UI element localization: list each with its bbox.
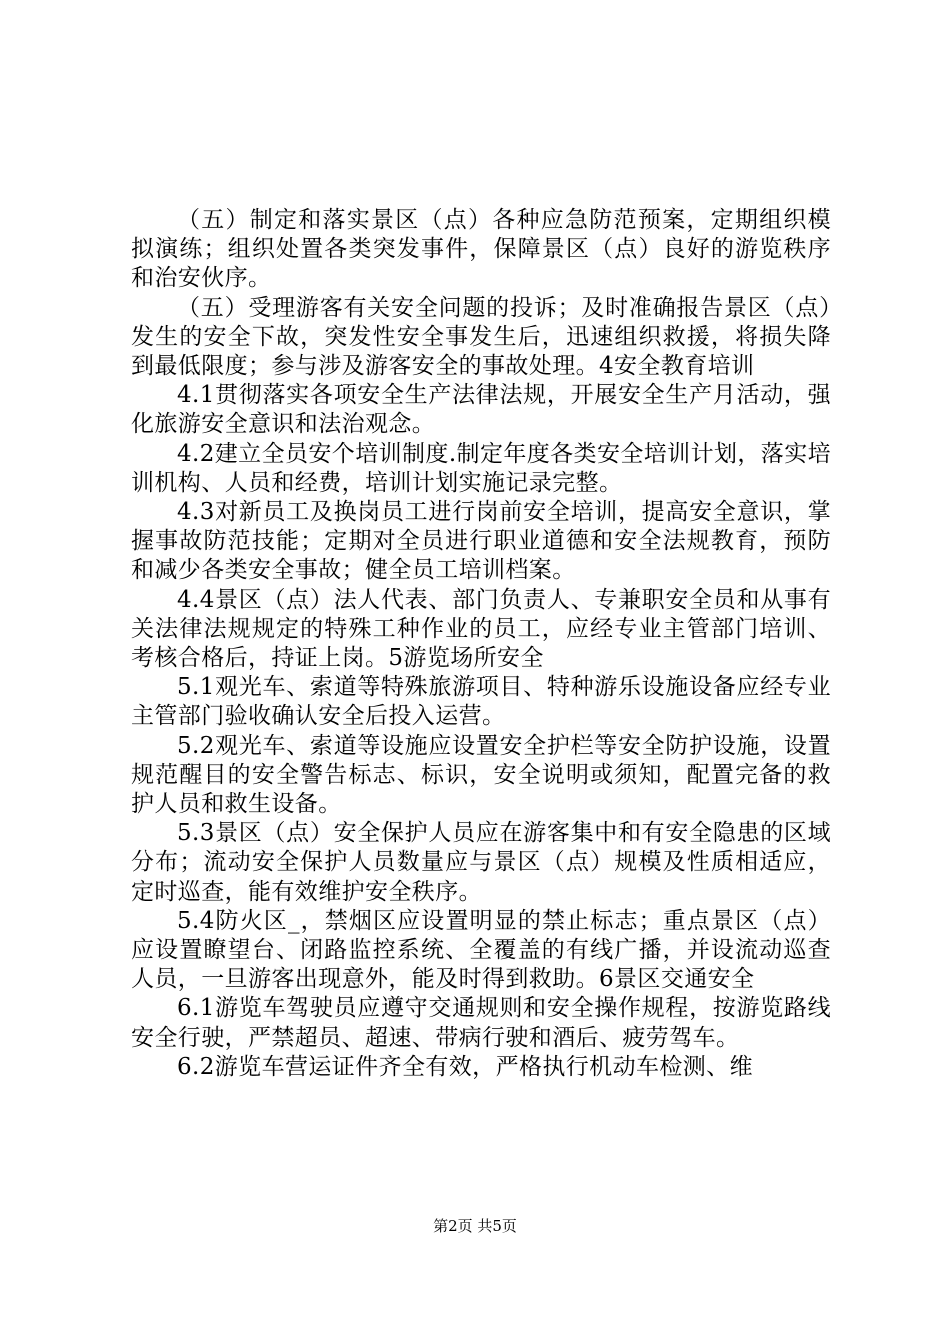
paragraph: 6.1游览车驾驶员应遵守交通规则和安全操作规程，按游览路线安全行驶，严禁超员、超速、带病行驶和酒后、疲劳驾车。	[131, 995, 831, 1051]
document-body	[131, 206, 831, 1082]
paragraph: 5.1观光车、索道等特殊旅游项目、特种游乐设施设备应经专业主管部门验收确认安全后投入运营。	[131, 674, 831, 730]
paragraph: 5.3景区（点）安全保护人员应在游客集中和有安全隐患的区域分布；流动安全保护人员数量应与景区（点）规模及性质相适应，定时巡查，能有效维护安全秩序。	[131, 820, 831, 905]
paragraph: 4.2建立全员安个培训制度.制定年度各类安全培训计划，落实培训机构、人员和经费，培训计划实施记录完整。	[131, 440, 831, 496]
paragraph: （五）制定和落实景区（点）各种应急防范预案，定期组织模拟演练；组织处置各类突发事件，保障景区（点）良好的游览秩序和治安伙序。	[131, 207, 831, 292]
paragraph: 5.4防火区_，禁烟区应设置明显的禁止标志；重点景区（点）应设置瞭望台、闭路监控系统、全覆盖的有线广播，并设流动巡查人员，一旦游客出现意外，能及时得到救助。6景区交通安全	[131, 907, 831, 993]
paragraph: 4.3对新员工及换岗员工进行岗前安全培训，提高安全意识，掌握事故防范技能；定期对全员进行职业道德和安全法规教育，预防和减少各类安全事故；健全员工培训档案。	[131, 499, 831, 584]
paragraph: 4.4景区（点）法人代表、部门负责人、专兼职安全员和从事有关法律法规规定的特殊工种作业的员工，应经专业主管部门培训、考核合格后，持证上岗。5游览场所安全	[131, 586, 831, 672]
paragraph: （五）受理游客有关安全问题的投诉；及时准确报告景区（点）发生的安全下故，突发性安全事发生后，迅速组织救援，将损失降到最低限度；参与涉及游客安全的事故处理。4安全教育培训	[131, 294, 831, 380]
page-footer: 第2页 共5页	[433, 1217, 517, 1235]
paragraph: 6.2游览车营运证件齐全有效，严格执行机动车检测、维	[177, 1053, 753, 1080]
paragraph: 5.2观光车、索道等设施应设置安全护栏等安全防护设施，设置规范醒目的安全警告标志、标识，安全说明或须知，配置完备的救护人员和救生设备。	[131, 732, 831, 818]
paragraph: 4.1贯彻落实各项安全生产法律法规，开展安全生产月活动，强化旅游安全意识和法治观念。	[131, 382, 831, 438]
